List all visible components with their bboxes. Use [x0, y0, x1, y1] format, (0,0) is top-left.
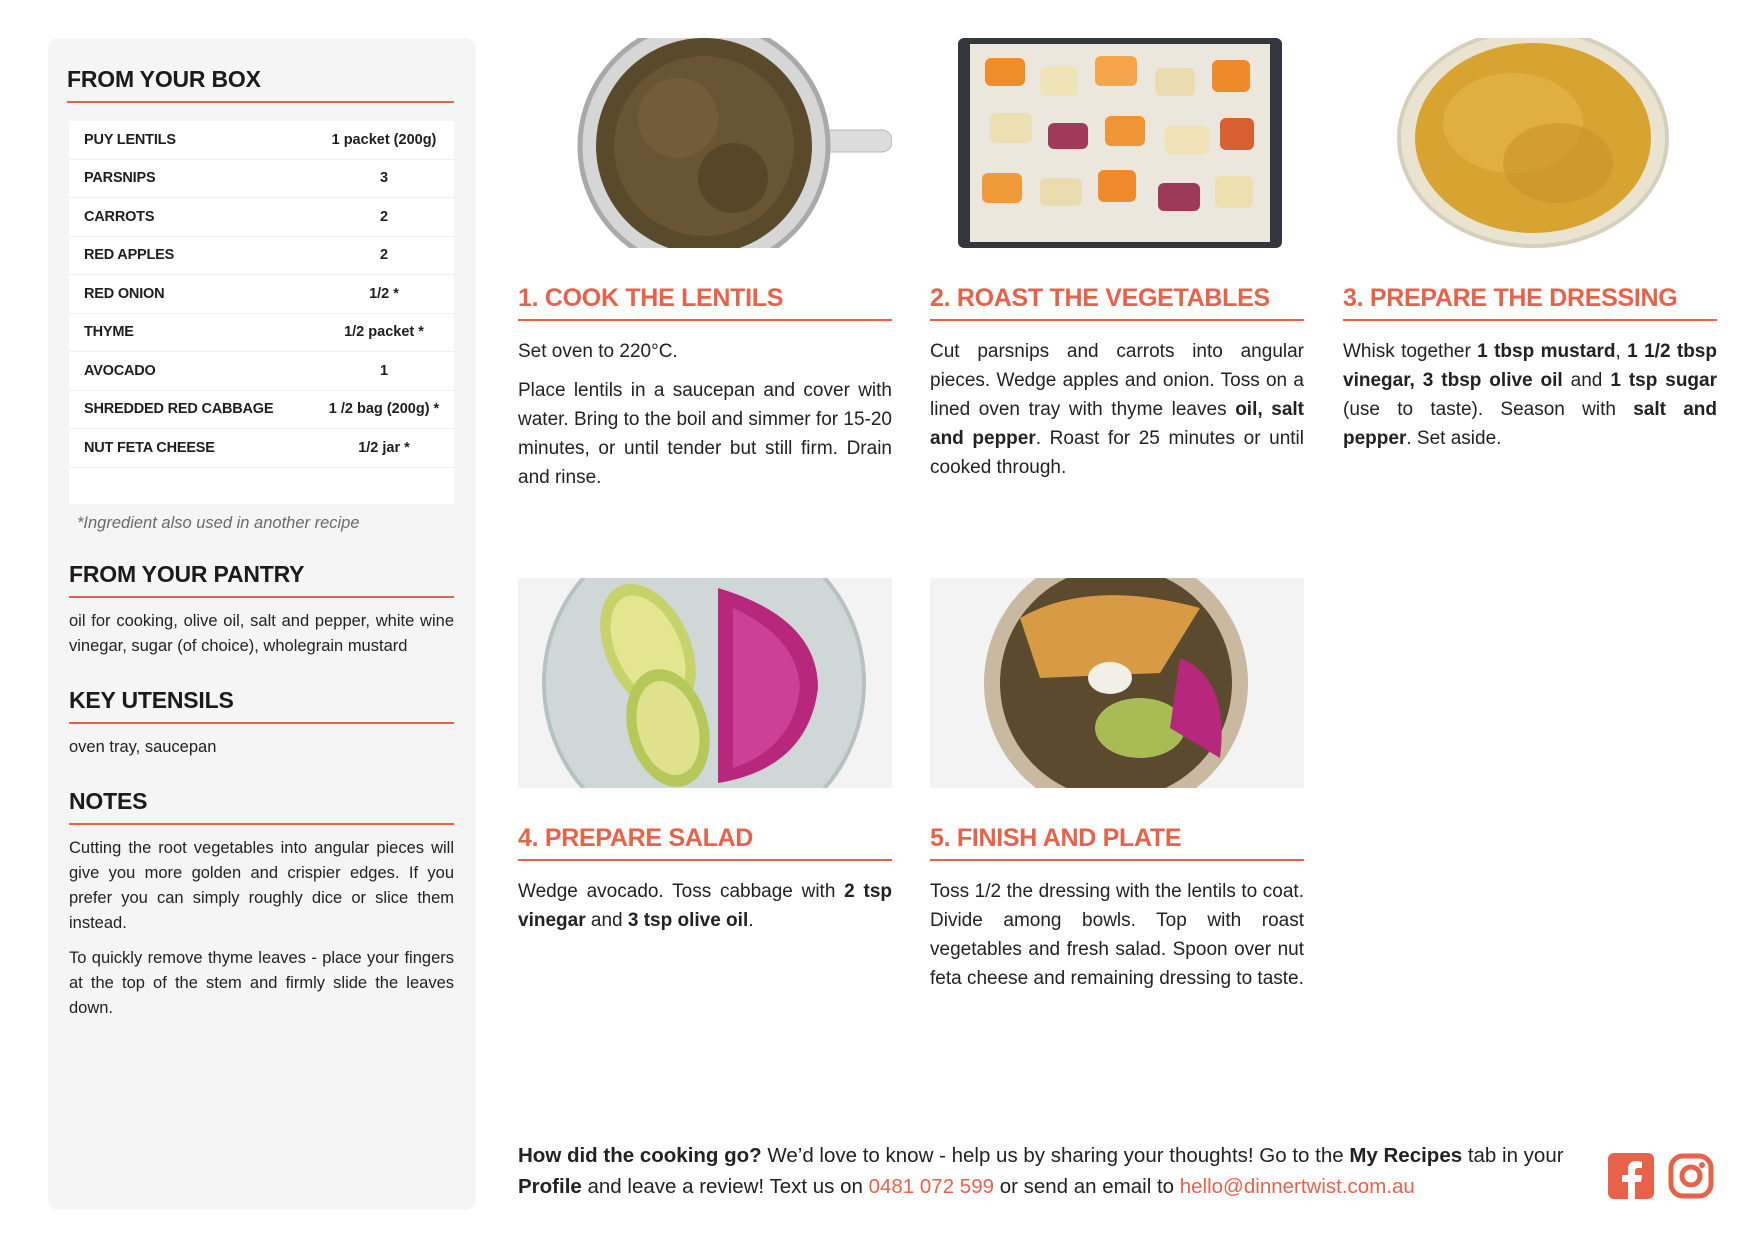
ingredient-qty: 1 /2 bag (200g) * [328, 401, 440, 418]
ingredient-row [69, 314, 454, 353]
step-paragraph: Wedge avocado. Toss cabbage with 2 tsp vinegar and 3 tsp olive oil. [518, 881, 892, 931]
roast-tray-image [930, 38, 1304, 248]
step-paragraph: Place lentils in a saucepan and cover with water. Bring to the boil and simmer for 15-20 minutes, or until tender but still firm. Drain and rinse. [518, 380, 892, 488]
facebook-icon[interactable] [1608, 1153, 1654, 1199]
ingredient-footnote: *Ingredient also used in another recipe [77, 513, 360, 532]
ingredient-qty: 1 packet (200g) [331, 131, 437, 148]
step-title: 3. PREPARE THE DRESSING [1343, 284, 1717, 321]
step-text [518, 877, 892, 935]
ingredient-name: SHREDDED RED CABBAGE [84, 401, 274, 418]
ingredient-qty: 2 [379, 208, 389, 225]
salad-plate-image [518, 578, 892, 788]
step-text [930, 877, 1304, 993]
ingredient-qty: 1/2 jar * [358, 439, 410, 456]
utensils-section [69, 687, 454, 760]
utensils-heading: KEY UTENSILS [69, 687, 454, 724]
ingredient-name: RED APPLES [84, 247, 175, 264]
ingredient-qty: 1 [379, 362, 389, 379]
notes-section [69, 788, 454, 1021]
ingredient-qty: 1/2 packet * [344, 324, 424, 341]
note-paragraph: Cutting the root vegetables into angular pieces will give you more golden and crispier edges. If you prefer you can simply roughly dice or slice them instead. [69, 838, 454, 932]
step-title: 1. COOK THE LENTILS [518, 284, 892, 321]
step-paragraph: Cut parsnips and carrots into angular pieces. Wedge apples and onion. Toss on a lined oven tray with thyme leaves oil, salt and pepper. Roast for 25 minutes or until cooked through. [930, 341, 1305, 478]
ingredient-name: NUT FETA CHEESE [84, 439, 215, 456]
step-3 [1343, 38, 1717, 453]
lentils-strainer-image [518, 38, 892, 248]
finished-bowl-image [930, 578, 1304, 788]
ingredient-qty: 3 [379, 170, 389, 187]
ingredients-table [69, 121, 454, 504]
ingredient-qty: 2 [379, 247, 389, 264]
step-paragraph: Whisk together 1 tbsp mustard, 1 1/2 tbsp vinegar, 3 tbsp olive oil and 1 tsp sugar (use to taste). Season with salt and pepper. Set aside. [1343, 341, 1717, 449]
pantry-heading: FROM YOUR PANTRY [69, 561, 454, 598]
ingredients-sidebar [48, 38, 476, 1210]
ingredient-name: THYME [84, 324, 134, 341]
ingredient-row [69, 237, 454, 276]
step-paragraph: Set oven to 220°C. [518, 341, 678, 362]
step-title: 2. ROAST THE VEGETABLES [930, 284, 1304, 321]
ingredient-name: CARROTS [84, 208, 155, 225]
step-2 [930, 38, 1304, 482]
from-your-box-heading: FROM YOUR BOX [67, 66, 454, 103]
ingredient-row [69, 198, 454, 237]
utensils-text: oven tray, saucepan [69, 737, 217, 756]
ingredient-row [69, 275, 454, 314]
dressing-bowl-image [1343, 38, 1717, 248]
step-1 [518, 38, 892, 492]
instagram-icon[interactable] [1668, 1153, 1714, 1199]
ingredient-row [69, 352, 454, 391]
ingredient-row [69, 160, 454, 199]
ingredient-name: RED ONION [84, 285, 165, 302]
pantry-section [69, 561, 454, 659]
ingredient-name: PARSNIPS [84, 170, 156, 187]
email-link[interactable]: hello@dinnertwist.com.au [1179, 1175, 1415, 1198]
step-text [518, 337, 892, 492]
pantry-text: oil for cooking, olive oil, salt and pepper, white wine vinegar, sugar (of choice), wholegrain mustard [69, 611, 454, 655]
notes-heading: NOTES [69, 788, 454, 825]
ingredient-name: AVOCADO [84, 362, 156, 379]
step-title: 5. FINISH AND PLATE [930, 824, 1304, 861]
step-title: 4. PREPARE SALAD [518, 824, 892, 861]
ingredient-row [69, 391, 454, 430]
step-text [930, 337, 1304, 482]
ingredient-qty: 1/2 * [369, 285, 399, 302]
phone-link[interactable]: 0481 072 599 [868, 1175, 994, 1198]
ingredient-row [69, 121, 454, 160]
ingredient-name: PUY LENTILS [84, 131, 176, 148]
review-prompt: How did the cooking go? We’d love to know - help us by sharing your thoughts! Go to the My Recipes tab in your Profile and leave a review! Text us on 0481 072 599 or send an email to hello@dinnertwist.com.au [518, 1144, 1564, 1198]
ingredient-row [69, 429, 454, 468]
note-paragraph: To quickly remove thyme leaves - place your fingers at the top of the stem and firmly slide the leaves down. [69, 948, 454, 1017]
step-text [1343, 337, 1717, 453]
step-4 [518, 578, 892, 935]
step-5 [930, 578, 1304, 993]
step-paragraph: Toss 1/2 the dressing with the lentils to coat. Divide among bowls. Top with roast vegetables and fresh salad. Spoon over nut feta cheese and remaining dressing to taste. [930, 881, 1304, 989]
